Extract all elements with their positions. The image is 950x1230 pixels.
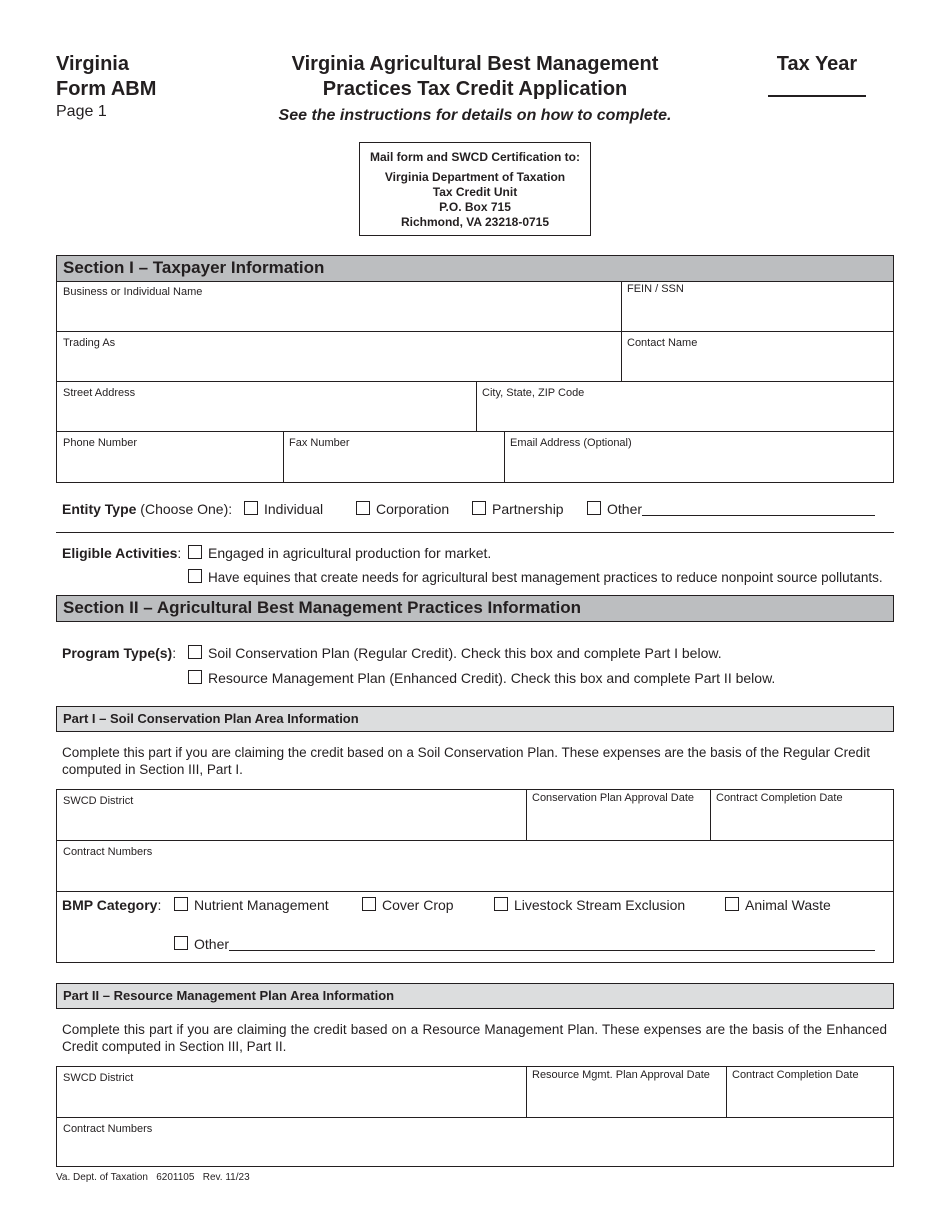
eligible-equines-label: Have equines that create needs for agricultural best management practices to reduce nonpoint source pollutants.	[208, 570, 883, 585]
form-label: Form ABM	[56, 78, 157, 100]
form-state-title	[56, 52, 156, 102]
p2-swcd-district-field[interactable]	[57, 1067, 526, 1117]
eligible-equines-checkbox[interactable]	[188, 569, 202, 583]
entity-corporation-checkbox[interactable]	[356, 501, 370, 515]
bmp-other-checkbox[interactable]	[174, 936, 188, 950]
program-resource-label: Resource Management Plan (Enhanced Credit). Check this box and complete Part II below.	[208, 670, 776, 686]
entity-partnership-label: Partnership	[492, 501, 564, 517]
p2-approval-date-label: Resource Mgmt. Plan Approval Date	[532, 1069, 710, 1081]
eligible-activities-title: Eligible Activities	[62, 545, 178, 561]
entity-other-checkbox[interactable]	[587, 501, 601, 515]
p2-completion-date-field[interactable]	[726, 1067, 893, 1117]
part-2-instructions: Complete this part if you are claiming the credit based on a Resource Management Plan. These expenses are the basis of the Enhanced Credit computed in Section III, Part II.	[62, 1022, 887, 1054]
p1-swcd-district-label: SWCD District	[63, 795, 134, 807]
contact-name-label: Contact Name	[627, 337, 698, 349]
eligible-activities-label: Eligible Activities:	[62, 545, 182, 561]
mail-line-3: P.O. Box 715	[439, 200, 511, 214]
street-address-label: Street Address	[63, 387, 136, 399]
bmp-livestock-label: Livestock Stream Exclusion	[514, 897, 686, 913]
bmp-category-title: BMP Category	[62, 897, 158, 913]
mail-line-1: Virginia Department of Taxation	[384, 170, 566, 184]
business-name-field[interactable]	[57, 281, 621, 331]
p2-swcd-district-label: SWCD District	[63, 1072, 134, 1084]
tax-year	[760, 52, 874, 97]
bmp-cover-crop-option[interactable]	[362, 897, 454, 913]
bmp-other-option[interactable]	[174, 936, 875, 952]
business-name-label: Business or Individual Name	[63, 286, 203, 298]
bmp-other-label: Other	[194, 936, 230, 952]
phone-label: Phone Number	[63, 437, 137, 449]
program-soil-checkbox[interactable]	[188, 645, 202, 659]
entity-type-hint: (Choose One):	[136, 501, 233, 517]
bmp-nutrient-checkbox[interactable]	[174, 897, 188, 911]
part-1-instructions: Complete this part if you are claiming the credit based on a Soil Conservation Plan. These expenses are the basis of the Regular Credit computed in Section III, Part I.	[62, 745, 870, 777]
bmp-nutrient-label: Nutrient Management	[194, 897, 329, 913]
tax-year-label: Tax Year	[776, 53, 858, 75]
street-address-field[interactable]	[57, 381, 476, 431]
program-soil-option[interactable]	[188, 645, 722, 661]
entity-other-label: Other	[607, 501, 643, 517]
bmp-animal-waste-label: Animal Waste	[745, 897, 831, 913]
entity-partnership-checkbox[interactable]	[472, 501, 486, 515]
state-label: Virginia	[56, 53, 129, 75]
contact-name-field[interactable]	[621, 331, 893, 381]
divider	[56, 532, 894, 533]
fax-label: Fax Number	[289, 437, 350, 449]
eligible-production-label: Engaged in agricultural production for market.	[208, 545, 492, 561]
p1-contract-numbers-label: Contract Numbers	[63, 846, 153, 858]
p1-completion-date-label: Contract Completion Date	[716, 792, 843, 804]
entity-individual-checkbox[interactable]	[244, 501, 258, 515]
mail-line-2: Tax Credit Unit	[432, 185, 518, 199]
email-field[interactable]	[504, 431, 893, 482]
p2-approval-date-field[interactable]	[526, 1067, 726, 1117]
page-number: Page 1	[56, 103, 107, 120]
part-1-header: Part I – Soil Conservation Plan Area Information	[56, 706, 894, 732]
bmp-livestock-checkbox[interactable]	[494, 897, 508, 911]
page-title	[230, 52, 720, 102]
bmp-other-input[interactable]	[229, 950, 875, 951]
footer-text: Va. Dept. of Taxation 6201105 Rev. 11/23	[56, 1172, 250, 1183]
eligible-option-equines[interactable]	[188, 569, 883, 585]
program-resource-checkbox[interactable]	[188, 670, 202, 684]
city-state-zip-field[interactable]	[476, 381, 893, 431]
trading-as-field[interactable]	[57, 331, 621, 381]
entity-other-option[interactable]	[587, 501, 875, 517]
p1-completion-date-field[interactable]	[710, 790, 893, 840]
entity-type-label	[62, 501, 232, 517]
city-state-zip-label: City, State, ZIP Code	[482, 387, 585, 399]
p2-completion-date-label: Contract Completion Date	[732, 1069, 859, 1081]
p1-swcd-district-field[interactable]	[57, 790, 526, 840]
bmp-nutrient-option[interactable]	[174, 897, 329, 913]
trading-as-label: Trading As	[63, 337, 116, 349]
part-2-header: Part II – Resource Management Plan Area Information	[56, 983, 894, 1009]
program-resource-option[interactable]	[188, 670, 775, 686]
entity-individual-label: Individual	[264, 501, 324, 517]
fein-ssn-label: FEIN / SSN	[627, 283, 684, 295]
taxpayer-info-grid	[56, 281, 894, 483]
program-soil-label: Soil Conservation Plan (Regular Credit). Check this box and complete Part I below.	[208, 645, 722, 661]
p2-contract-numbers-label: Contract Numbers	[63, 1123, 153, 1135]
mail-title: Mail form and SWCD Certification to:	[370, 150, 580, 164]
fax-field[interactable]	[283, 431, 504, 482]
phone-field[interactable]	[57, 431, 283, 482]
bmp-cover-crop-label: Cover Crop	[382, 897, 454, 913]
p1-approval-date-field[interactable]	[526, 790, 710, 840]
subtitle: See the instructions for details on how to complete.	[278, 107, 672, 124]
entity-type-title: Entity Type	[62, 501, 137, 517]
section-1-header: Section I – Taxpayer Information	[56, 255, 894, 282]
title-line-2: Practices Tax Credit Application	[322, 78, 628, 100]
email-label: Email Address (Optional)	[510, 437, 632, 449]
program-type-label: Program Type(s):	[62, 645, 177, 661]
mail-line-4: Richmond, VA 23218-0715	[400, 215, 550, 229]
bmp-category-label: BMP Category:	[62, 897, 162, 913]
program-type-title: Program Type(s)	[62, 645, 173, 661]
bmp-animal-waste-checkbox[interactable]	[725, 897, 739, 911]
bmp-animal-waste-option[interactable]	[725, 897, 831, 913]
entity-corporation-option[interactable]	[356, 501, 449, 517]
tax-year-input[interactable]	[768, 79, 866, 97]
entity-individual-option[interactable]	[244, 501, 323, 517]
title-line-1: Virginia Agricultural Best Management	[291, 53, 659, 75]
bmp-livestock-option[interactable]	[494, 897, 685, 913]
mailing-address-box	[359, 142, 591, 236]
eligible-option-production[interactable]	[188, 545, 491, 561]
p1-contract-numbers-field[interactable]	[57, 840, 893, 891]
p2-contract-numbers-field[interactable]	[57, 1117, 893, 1166]
entity-partnership-option[interactable]	[472, 501, 564, 517]
fein-ssn-field[interactable]	[621, 281, 893, 331]
p1-approval-date-label: Conservation Plan Approval Date	[532, 792, 695, 804]
entity-other-input[interactable]	[642, 515, 875, 516]
part-2-grid	[56, 1066, 894, 1167]
eligible-production-checkbox[interactable]	[188, 545, 202, 559]
section-2-header: Section II – Agricultural Best Management Practices Information	[56, 595, 894, 622]
bmp-cover-crop-checkbox[interactable]	[362, 897, 376, 911]
entity-corporation-label: Corporation	[376, 501, 450, 517]
